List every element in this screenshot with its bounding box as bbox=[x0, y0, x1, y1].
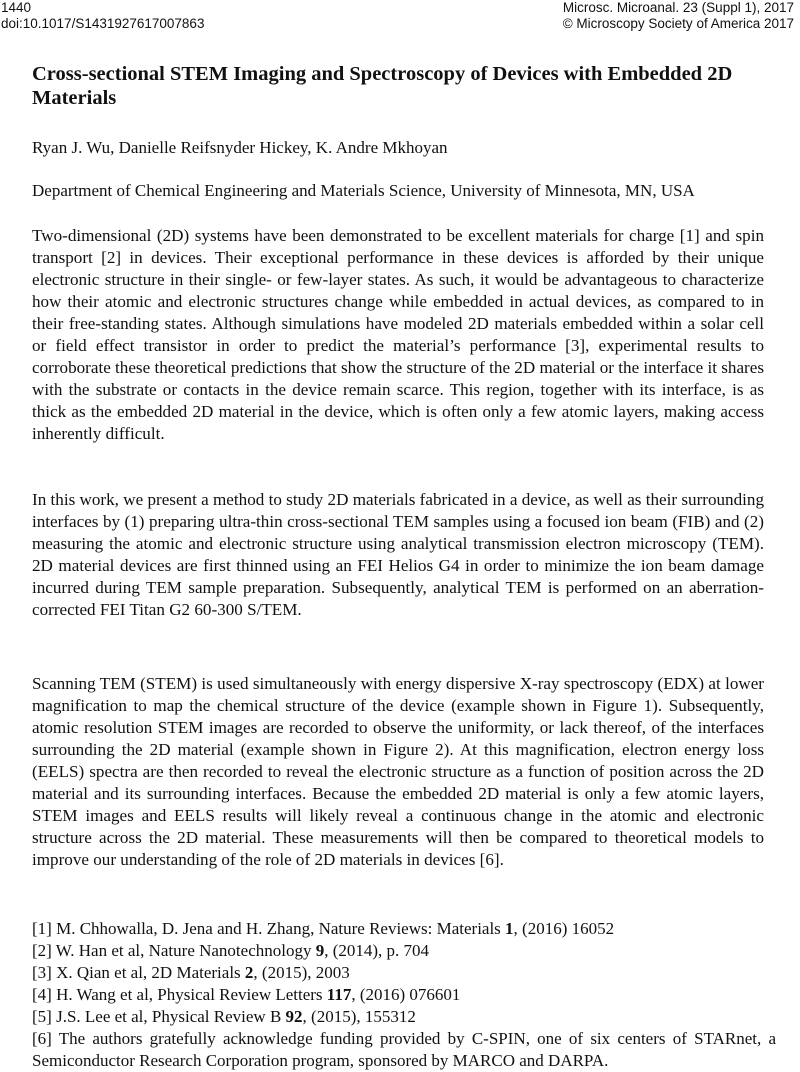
paragraph-measurements: Scanning TEM (STEM) is used simultaneously with energy dispersive X-ray spectroscopy (EDX) at lower magnification to map the chemical structure of the device (example shown in Figure 1). Subsequently, atomic resolution STEM images are recorded to observe the uniformity, or lack thereof, of the interfaces surrounding the 2D material (example shown in Figure 2). At this magnification, electron energy loss (EELS) spectra are then recorded to reveal the electronic structure as a function of position across the 2D material and its surrounding interfaces. Because the embedded 2D material is only a few atomic layers, STEM images and EELS results will likely reveal a continuous change in the atomic and electronic structure across the 2D material. These measurements will then be compared to theoretical models to improve our understanding of the role of 2D materials in devices [6]. bbox=[32, 674, 764, 869]
doi: doi:10.1017/S1431927617007863 bbox=[1, 16, 205, 31]
paragraph-introduction: Two-dimensional (2D) systems have been demonstrated to be excellent materials for charge [1] and spin transport [2] in devices. Their exceptional performance in these devices is afforded by their unique electronic structure in their single- or few-layer states. As such, it would be advantageous to characterize how their atomic and electronic structures change while embedded in actual devices, as compared to in their free-standing states. Although simulations have modeled 2D materials embedded within a solar cell or field effect transistor in order to predict the material’s performance [3], experimental results to corroborate these theoretical predictions that show the structure of the 2D material or the interface it shares with the substrate or contacts in the device remain scarce. This region, together with its interface, is as thick as the embedded 2D material in the device, which is often only a few atomic layers, making access inherently difficult. bbox=[32, 226, 764, 443]
reference-item: [5] J.S. Lee et al, Physical Review B 92, (2015), 155312 bbox=[32, 1007, 416, 1026]
paper-title: Cross-sectional STEM Imaging and Spectroscopy of Devices with Embedded 2D Materials bbox=[32, 63, 733, 109]
reference-item: [2] W. Han et al, Nature Nanotechnology 9, (2014), p. 704 bbox=[32, 941, 430, 960]
reference-item: [1] M. Chhowalla, D. Jena and H. Zhang, Nature Reviews: Materials 1, (2016) 16052 bbox=[32, 919, 615, 938]
page-header-right bbox=[563, 0, 794, 32]
reference-list bbox=[32, 918, 776, 1072]
page-header-left bbox=[1, 0, 204, 32]
copyright-notice: © Microscopy Society of America 2017 bbox=[562, 16, 794, 31]
reference-item: [4] H. Wang et al, Physical Review Letters 117, (2016) 076601 bbox=[32, 985, 461, 1004]
reference-item: [3] X. Qian et al, 2D Materials 2, (2015), 2003 bbox=[32, 963, 350, 982]
journal-citation: Microsc. Microanal. 23 (Suppl 1), 2017 bbox=[562, 0, 794, 15]
page-number: 1440 bbox=[1, 0, 32, 15]
paragraph-method: In this work, we present a method to study 2D materials fabricated in a device, as well as their surrounding interfaces by (1) preparing ultra-thin cross-sectional TEM samples using a focused ion beam (FIB) and (2) measuring the atomic and electronic structure using analytical transmission electron microscopy (TEM). 2D material devices are first thinned using an FEI Helios G4 in order to minimize the ion beam damage incurred during TEM sample preparation. Subsequently, analytical TEM is performed on an aberration-corrected FEI Titan G2 60-300 S/TEM. bbox=[32, 490, 764, 619]
affiliation: Department of Chemical Engineering and Materials Science, University of Minnesota, MN, USA bbox=[32, 181, 695, 200]
author-list: Ryan J. Wu, Danielle Reifsnyder Hickey, K. Andre Mkhoyan bbox=[32, 138, 448, 157]
acknowledgement: [6] The authors gratefully acknowledge funding provided by C-SPIN, one of six centers of STARnet, a Semiconductor Research Corporation program, sponsored by MARCO and DARPA. bbox=[32, 1029, 776, 1070]
